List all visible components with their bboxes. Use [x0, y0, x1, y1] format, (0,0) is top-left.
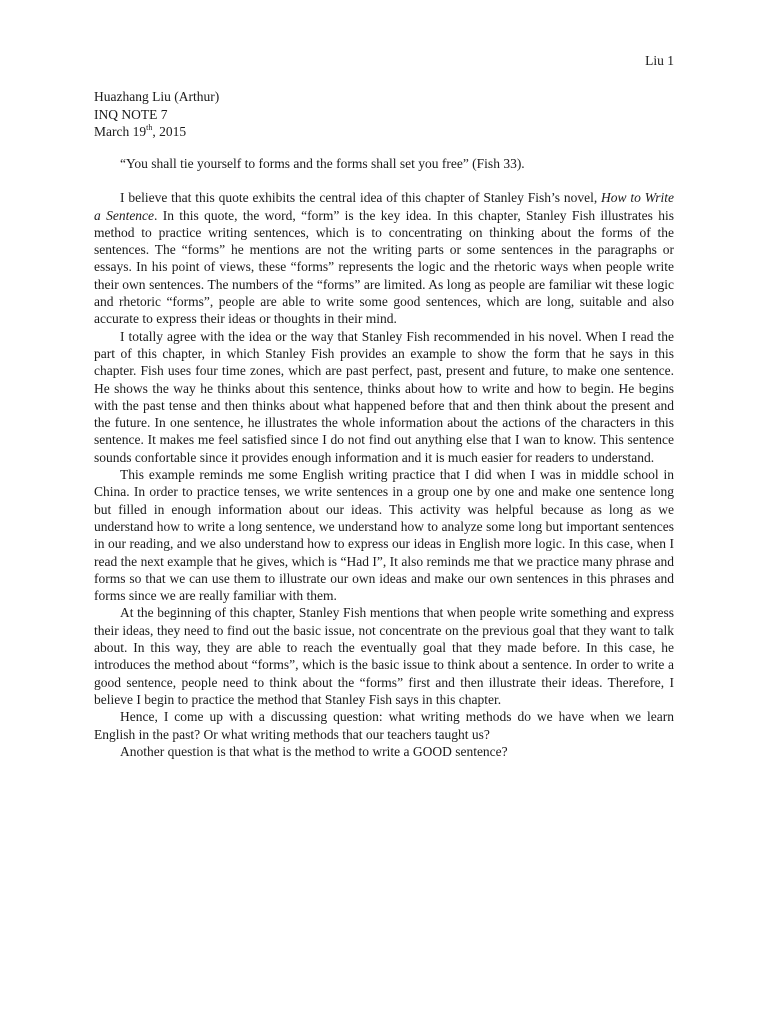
paragraph-2: I totally agree with the idea or the way that Stanley Fish recommended in his novel. When I read the part of this chapter, in which Stanley Fish provides an example to show the form that he says in this chapter. Fish uses four time zones, which are past perfect, past, present and future, to make one sentence. He shows the way he thinks about this sentence, thinks about how to write and how to begin. He begins with the past tense and then thinks about what happened before that and then think about the present and the future. In one sentence, he illustrates the whole information about the actions of the characters in this sentence. It makes me feel satisfied since I do not find out anything else that I wan to know. This sentence sounds confortable since it provides enough information and it is much easier for readers to understand. — [94, 328, 674, 465]
essay-heading — [94, 88, 219, 141]
date-ordinal-suffix: th — [146, 122, 153, 132]
essay-body — [94, 155, 674, 760]
page-number-label: Liu 1 — [645, 53, 674, 68]
author-name: Huazhang Liu (Arthur) — [94, 89, 220, 104]
book-title: How to Write a Sentence — [94, 190, 674, 223]
paragraph-1 — [94, 189, 674, 327]
essay-date — [94, 123, 219, 141]
paragraph-3: This example reminds me some English writing practice that I did when I was in middle school in China. In order to practice tenses, we write sentences in a group one by one and make one sentence long but filled in enough information about our ideas. This activity was helpful because as long as we understand how to write a long sentence, we understand how to analyze some long but important sentences in our reading, and we also understand how to express our ideas in English more logic. In this case, when I read the next example that he gives, which is “Had I”, It also reminds me that we practice many phrase and forms so that we can use them to illustrate our own ideas and make our own sentences in this phrases and forms since we are really familiar with them. — [94, 467, 674, 604]
paragraph-6: Another question is that what is the method to write a GOOD sentence? — [120, 743, 508, 759]
paragraph-1-text-b: . In this quote, the word, “form” is the key idea. In this chapter, Stanley Fish illustrates his method to practice writing sentences, which is to concentrating on thinking about the forms of the sentences. The “forms” he mentions are not the writing parts or some sentences in the paragraphs or essays. In his point of views, these “forms” represents the logic and the rhetoric ways when people write their own sentences. The numbers of the “forms” are limited. As long as people are familiar wit these logic and rhetoric “forms”, people are able to write some good sentences, which are long, suitable and also accurate to express their ideas or thoughts in their mind. — [94, 207, 674, 327]
date-month-day: March 19 — [94, 124, 147, 139]
opening-quote: “You shall tie yourself to forms and the forms shall set you free” (Fish 33). — [120, 156, 525, 171]
paragraph-4: At the beginning of this chapter, Stanley Fish mentions that when people write something and express their ideas, they need to find out the basic issue, not concentrate on the previous goal that they want to talk about. In this way, they are able to reach the eventually goal that they made before. In this case, he introduces the method about “forms”, which is the basic issue to think about a sentence. In order to write a good sentence, people need to think about the “forms” first and then illustrate their ideas. Therefore, I believe I begin to practice the method that Stanley Fish says in this chapter. — [94, 605, 674, 707]
date-year: , 2015 — [152, 124, 187, 139]
paragraph-5: Hence, I come up with a discussing question: what writing methods do we have when we learn English in the past? Or what writing methods that our teachers taught us? — [94, 709, 674, 742]
page-header — [645, 52, 674, 69]
paragraph-1-text-a: I believe that this quote exhibits the central idea of this chapter of Stanley Fish’s novel, — [120, 190, 602, 206]
course-title: INQ NOTE 7 — [94, 106, 168, 122]
